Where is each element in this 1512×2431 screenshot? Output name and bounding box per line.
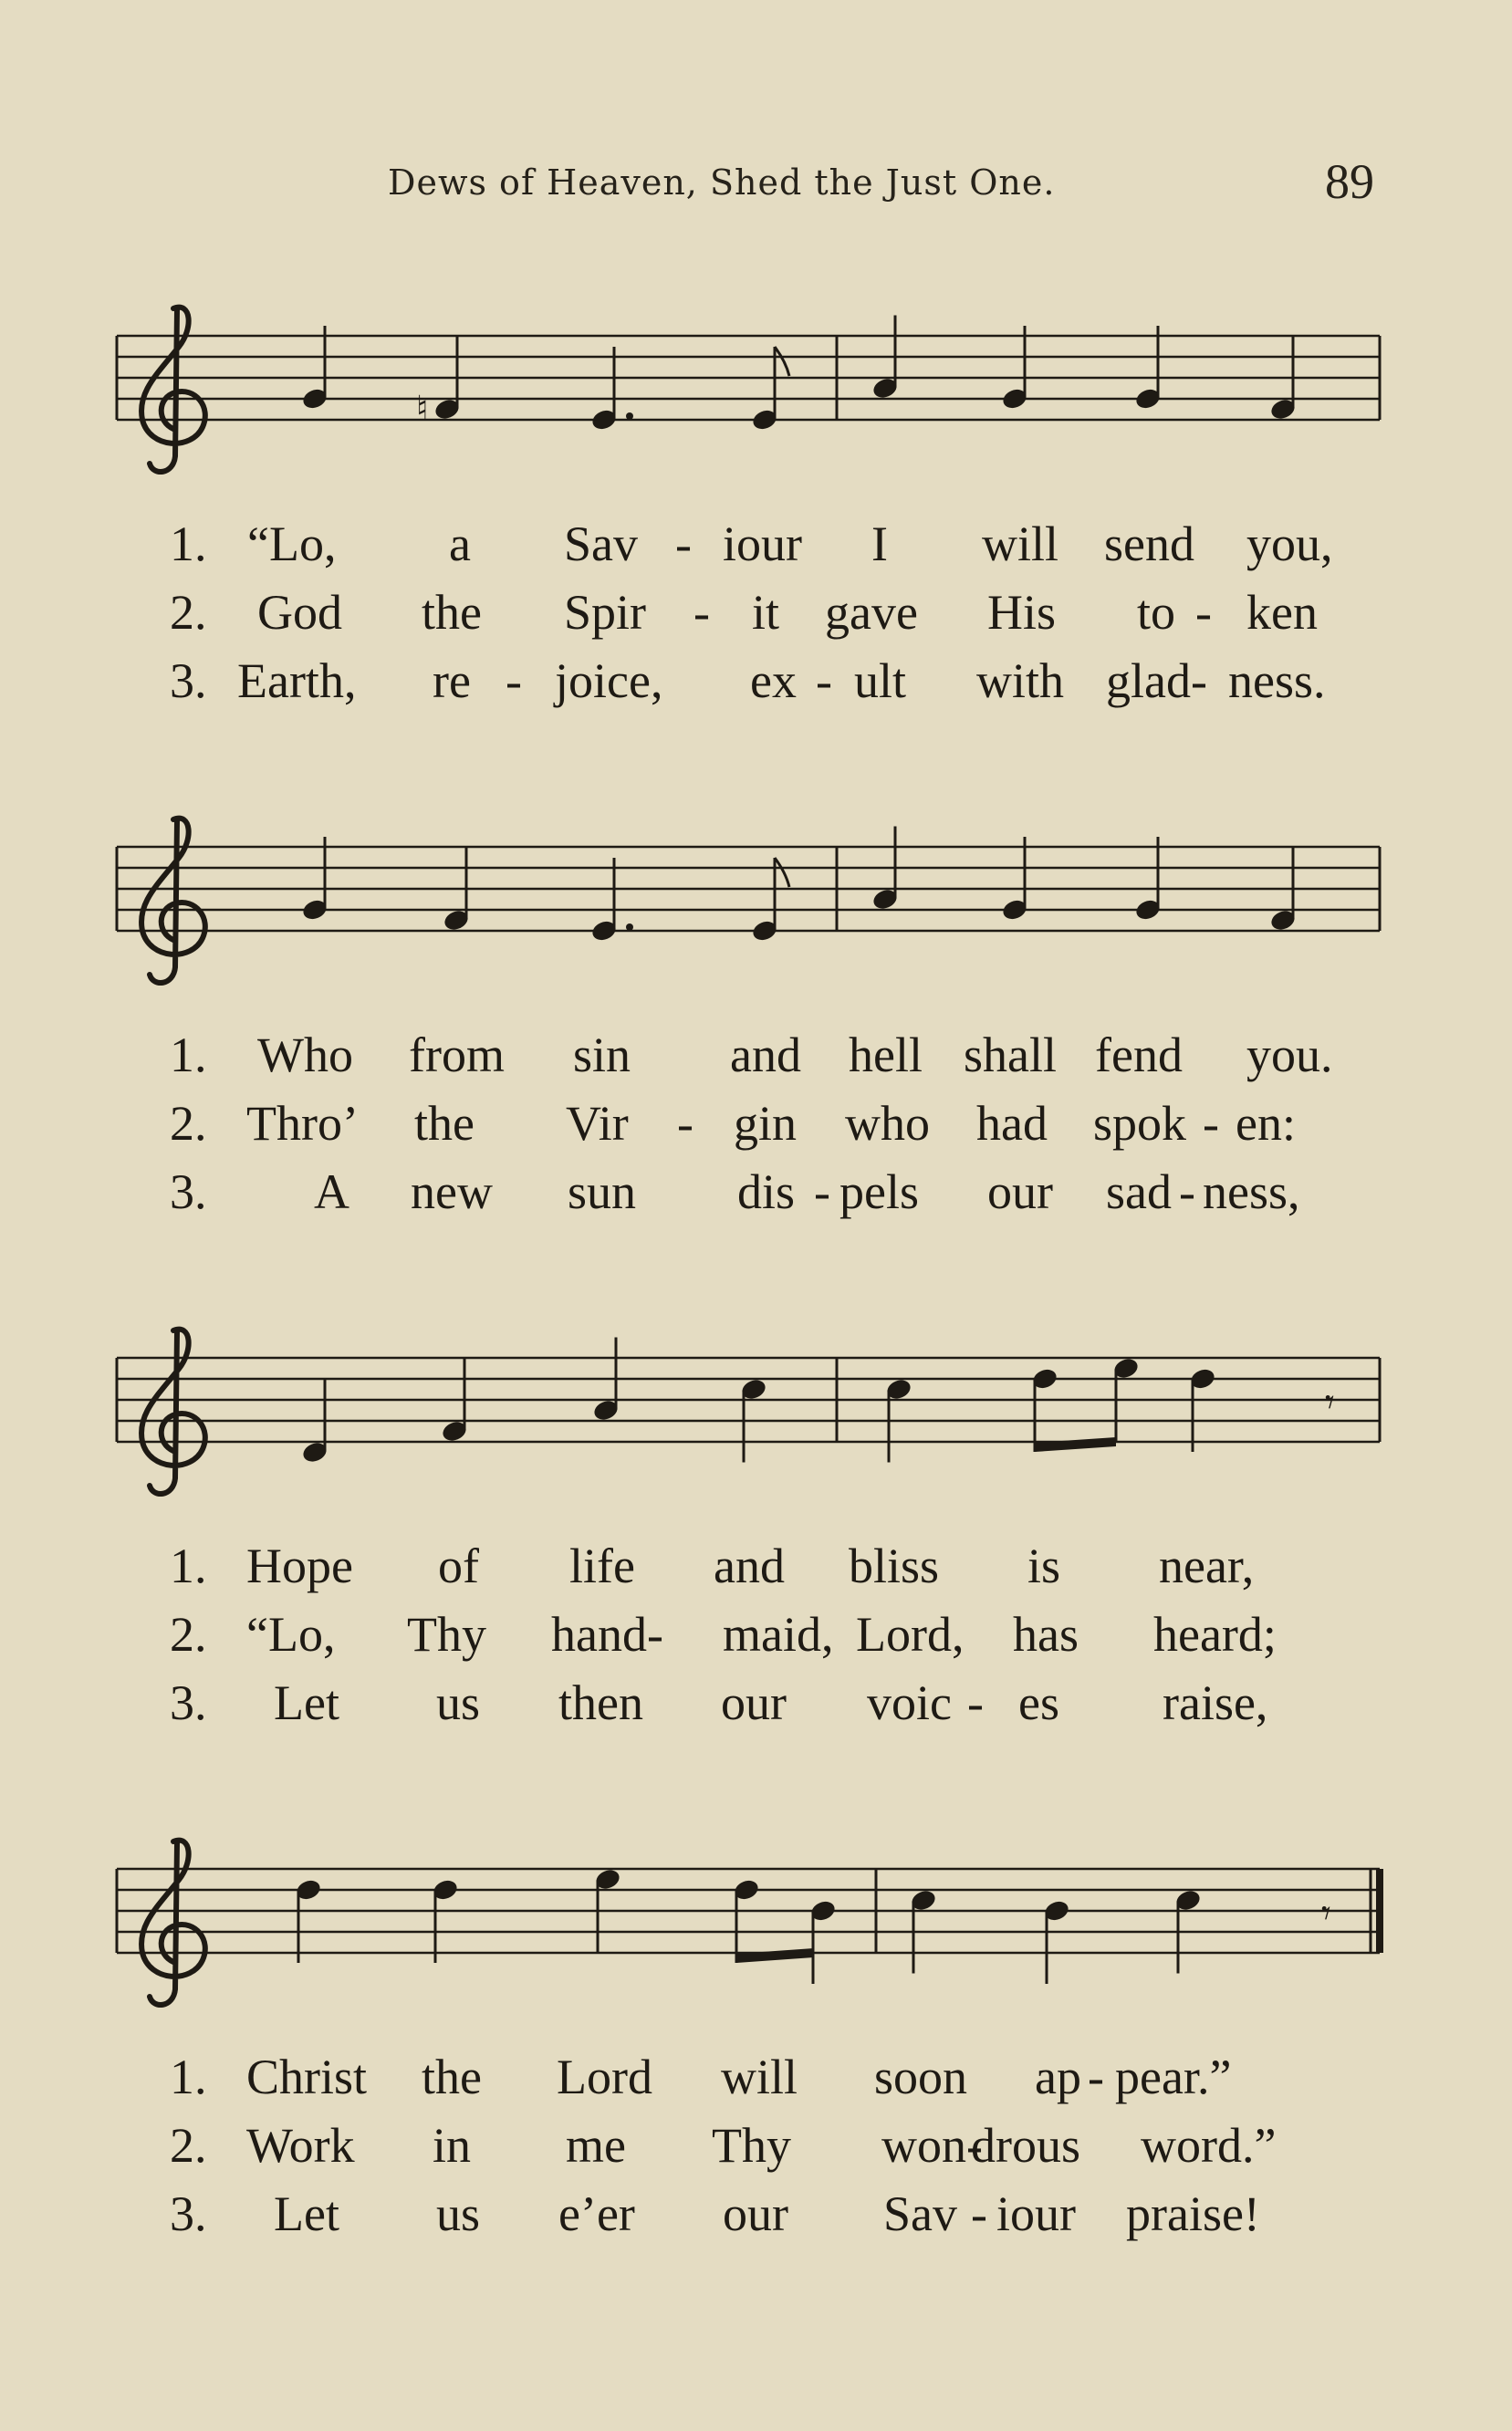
- verse-number: 2.: [170, 1096, 207, 1151]
- lyric-syllable: ness,: [1203, 1164, 1300, 1219]
- lyric-syllable: e’er: [558, 2186, 635, 2241]
- lyric-hyphen: -: [814, 1164, 830, 1219]
- lyric-syllable: Spir: [564, 585, 647, 640]
- verse-number: 3.: [170, 1675, 207, 1730]
- lyric-hyphen: -: [816, 653, 832, 708]
- lyric-syllable: iour: [723, 516, 802, 571]
- lyric-syllable: our: [723, 2186, 788, 2241]
- rest-icon: 𝄾: [1325, 1382, 1335, 1424]
- treble-clef-icon: [141, 1841, 205, 2005]
- verse-number: 1.: [170, 1539, 207, 1593]
- lyric-syllable: and: [730, 1028, 801, 1082]
- lyric-syllable: Lord,: [856, 1607, 965, 1662]
- lyric-syllable: of: [438, 1539, 479, 1593]
- lyric-syllable: us: [436, 1675, 481, 1730]
- lyric-syllable: sad: [1106, 1164, 1172, 1219]
- lyric-syllable: Hope: [246, 1539, 353, 1593]
- lyric-syllable: soon: [874, 2050, 968, 2104]
- lyric-syllable: send: [1104, 516, 1194, 571]
- lyric-syllable: Thy: [407, 1607, 486, 1662]
- treble-clef-icon: [141, 308, 205, 472]
- lyric-syllable: Thy: [712, 2118, 791, 2173]
- lyric-syllable: gin: [734, 1096, 798, 1151]
- note-beam: [1035, 1437, 1116, 1452]
- lyric-syllable: will: [721, 2050, 798, 2104]
- lyric-syllable: Let: [274, 2186, 339, 2241]
- verse-number: 3.: [170, 2186, 207, 2241]
- rest-icon: 𝄾: [1321, 1893, 1331, 1935]
- lyric-syllable: re: [433, 653, 471, 708]
- lyric-syllable: then: [558, 1675, 643, 1730]
- lyric-syllable: is: [1027, 1539, 1061, 1593]
- staff-group: [117, 819, 1380, 983]
- lyric-syllable: ult: [854, 653, 907, 708]
- lyric-syllable: bliss: [849, 1539, 940, 1593]
- lyric-syllable: voic: [867, 1675, 952, 1730]
- lyric-syllable: the: [422, 2050, 482, 2104]
- lyric-hyphen: -: [1195, 585, 1212, 640]
- lyric-syllable: near,: [1159, 1539, 1255, 1593]
- lyric-syllable: gave: [825, 585, 918, 640]
- lyric-hyphen: -: [1203, 1096, 1219, 1151]
- lyric-syllable: had: [976, 1096, 1048, 1151]
- verse-number: 1.: [170, 516, 207, 571]
- verse-number: 1.: [170, 2050, 207, 2104]
- lyric-syllable: heard;: [1153, 1607, 1277, 1662]
- lyric-syllable: pels: [839, 1164, 919, 1219]
- lyric-syllable: in: [433, 2118, 472, 2173]
- lyric-syllable: fend: [1095, 1028, 1183, 1082]
- lyric-syllable: ex: [750, 653, 797, 708]
- lyric-syllable: will: [982, 516, 1059, 571]
- running-title: Dews of Heaven, Shed the Just One.: [388, 162, 1056, 203]
- lyric-syllable: I: [871, 516, 888, 571]
- lyric-syllable: hell: [849, 1028, 923, 1082]
- lyric-syllable: “Lo,: [247, 516, 337, 571]
- lyric-syllable: the: [414, 1096, 474, 1151]
- lyric-syllable: es: [1018, 1675, 1059, 1730]
- verse-number: 3.: [170, 1164, 207, 1219]
- lyric-syllable: word.”: [1141, 2118, 1277, 2173]
- lyric-syllable: ken: [1246, 585, 1318, 640]
- verse-number: 2.: [170, 2118, 207, 2173]
- note-beam: [736, 1948, 813, 1963]
- verse-line: [0, 2045, 1512, 2109]
- lyric-syllable: pear.”: [1115, 2050, 1232, 2104]
- lyric-syllable: our: [987, 1164, 1053, 1219]
- final-bar-thick: [1376, 1869, 1383, 1953]
- lyric-syllable: sin: [573, 1028, 631, 1082]
- lyric-syllable: iour: [996, 2186, 1076, 2241]
- lyric-syllable: spok: [1093, 1096, 1187, 1151]
- staff-group: [117, 308, 1380, 472]
- lyric-syllable: dis: [737, 1164, 796, 1219]
- verse-line: [0, 2182, 1512, 2246]
- staff-group: [117, 1330, 1380, 1494]
- lyric-syllable: praise!: [1126, 2186, 1260, 2241]
- page-number: 89: [1325, 154, 1374, 209]
- lyric-syllable: His: [987, 585, 1057, 640]
- lyric-syllable: “Lo,: [246, 1607, 336, 1662]
- dot: [626, 412, 633, 420]
- lyric-syllable: with: [976, 653, 1065, 708]
- note-flag: [775, 858, 789, 887]
- dot: [626, 923, 633, 931]
- lyric-syllable: Christ: [246, 2050, 368, 2104]
- lyric-syllable: raise,: [1163, 1675, 1268, 1730]
- lyric-syllable: us: [436, 2186, 481, 2241]
- lyric-syllable: Sav: [564, 516, 638, 571]
- treble-clef-icon: [141, 819, 205, 983]
- verse-number: 3.: [170, 653, 207, 708]
- lyric-hyphen: -: [693, 585, 710, 640]
- lyric-syllable: you,: [1246, 516, 1333, 571]
- lyric-syllable: Work: [246, 2118, 355, 2173]
- note-flag: [775, 347, 789, 376]
- lyric-hyphen: -: [971, 2186, 987, 2241]
- lyric-syllable: ap: [1035, 2050, 1081, 2104]
- lyric-syllable: Thro’: [246, 1096, 359, 1151]
- lyric-syllable: Sav: [883, 2186, 957, 2241]
- music-staff: [0, 1533, 1512, 2044]
- verse-number: 2.: [170, 1607, 207, 1662]
- lyric-syllable: you.: [1246, 1028, 1333, 1082]
- lyric-hyphen: -: [675, 516, 692, 571]
- lyric-syllable: God: [257, 585, 342, 640]
- lyric-syllable: has: [1013, 1607, 1079, 1662]
- lyric-syllable: Who: [257, 1028, 353, 1082]
- lyric-syllable: Let: [274, 1675, 339, 1730]
- verse-line: [0, 2113, 1512, 2177]
- lyric-syllable: won-: [881, 2118, 983, 2173]
- lyric-syllable: and: [714, 1539, 785, 1593]
- lyric-hyphen: -: [1179, 1164, 1195, 1219]
- lyric-syllable: joice,: [555, 653, 663, 708]
- lyric-syllable: life: [569, 1539, 635, 1593]
- natural-sign-icon: ♮: [416, 388, 429, 429]
- lyric-syllable: to: [1137, 585, 1176, 640]
- lyric-hyphen: -: [967, 1675, 984, 1730]
- lyric-syllable: drous: [971, 2118, 1080, 2173]
- verse-number: 1.: [170, 1028, 207, 1082]
- lyric-syllable: a: [449, 516, 471, 571]
- lyric-syllable: me: [566, 2118, 626, 2173]
- lyric-syllable: the: [422, 585, 482, 640]
- lyric-hyphen: -: [1088, 2050, 1104, 2104]
- lyric-syllable: Earth,: [237, 653, 357, 708]
- treble-clef-icon: [141, 1330, 205, 1494]
- lyric-syllable: en:: [1236, 1096, 1296, 1151]
- lyric-syllable: shall: [964, 1028, 1057, 1082]
- lyric-hyphen: -: [506, 653, 522, 708]
- lyric-syllable: our: [721, 1675, 787, 1730]
- music-staff: [0, 1022, 1512, 1533]
- lyric-syllable: new: [411, 1164, 493, 1219]
- music-staff: [0, 0, 1512, 511]
- lyric-syllable: Vir: [566, 1096, 629, 1151]
- lyric-syllable: glad-: [1106, 653, 1207, 708]
- lyric-syllable: A: [314, 1164, 349, 1219]
- lyric-syllable: from: [409, 1028, 505, 1082]
- lyric-syllable: sun: [568, 1164, 637, 1219]
- lyric-syllable: ness.: [1228, 653, 1326, 708]
- staff-group: [117, 1841, 1383, 2005]
- lyric-syllable: it: [752, 585, 780, 640]
- lyric-syllable: hand-: [551, 1607, 663, 1662]
- lyric-syllable: Lord: [557, 2050, 652, 2104]
- lyric-hyphen: -: [677, 1096, 693, 1151]
- music-staff: [0, 511, 1512, 1022]
- verse-number: 2.: [170, 585, 207, 640]
- lyric-syllable: maid,: [723, 1607, 834, 1662]
- lyric-syllable: who: [845, 1096, 930, 1151]
